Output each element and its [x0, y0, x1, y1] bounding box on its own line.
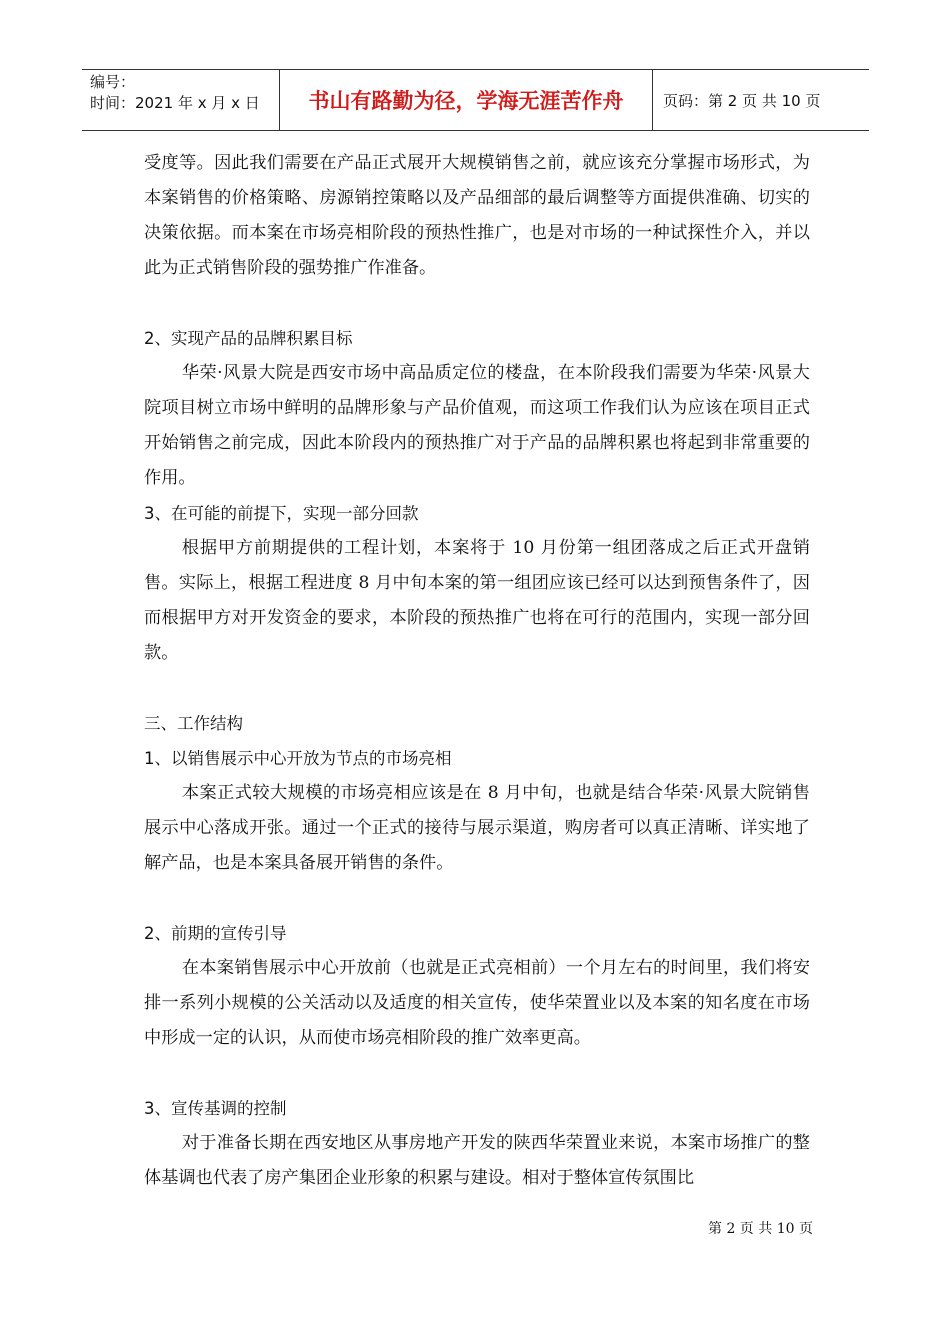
paragraph: 根据甲方前期提供的工程计划，本案将于 10 月份第一组团落成之后正式开盘销售。实际上，根据工程进度 8 月中旬本案的第一组团应该已经可以达到预售条件了，因而根据甲方对开发资金的要求，本阶段的预热推广也将在可行的范围内，实现一部分回款。	[144, 538, 810, 663]
section-heading: 2、实现产品的品牌积累目标	[144, 329, 353, 348]
page-footer: 第 2 页 共 10 页	[708, 1221, 813, 1237]
section-heading: 3、在可能的前提下，实现一部分回款	[144, 504, 419, 523]
page-header	[82, 69, 869, 131]
section-heading: 1、以销售展示中心开放为节点的市场亮相	[144, 749, 452, 768]
paragraph: 华荣·风景大院是西安市场中高品质定位的楼盘，在本阶段我们需要为华荣·风景大院项目树立市场中鲜明的品牌形象与产品价值观，而这项工作我们认为应该在项目正式开始销售之前完成，因此本阶段内的预热推广对于产品的品牌积累也将起到非常重要的作用。	[144, 363, 810, 488]
time-label: 时间：2021 年 x 月 x 日	[90, 94, 260, 112]
header-motto: 书山有路勤为径，学海无涯苦作舟	[280, 70, 653, 130]
section-heading: 2、前期的宣传引导	[144, 924, 287, 943]
number-label: 编号：	[90, 73, 136, 91]
chapter-heading: 三、工作结构	[144, 714, 243, 733]
header-meta	[82, 70, 280, 130]
paragraph: 在本案销售展示中心开放前（也就是正式亮相前）一个月左右的时间里，我们将安排一系列小规模的公关活动以及适度的相关宣传，使华荣置业以及本案的知名度在市场中形成一定的认识，从而使市场亮相阶段的推广效率更高。	[144, 958, 810, 1048]
paragraph: 受度等。因此我们需要在产品正式展开大规模销售之前，就应该充分掌握市场形式，为本案销售的价格策略、房源销控策略以及产品细部的最后调整等方面提供准确、切实的决策依据。而本案在市场亮相阶段的预热性推广，也是对市场的一种试探性介入，并以此为正式销售阶段的强势推广作准备。	[144, 153, 810, 278]
header-page-info: 页码：第 2 页 共 10 页	[663, 91, 821, 110]
document-body	[144, 146, 810, 1196]
section-heading: 3、宣传基调的控制	[144, 1099, 287, 1118]
paragraph: 本案正式较大规模的市场亮相应该是在 8 月中旬，也就是结合华荣·风景大院销售展示中心落成开张。通过一个正式的接待与展示渠道，购房者可以真正清晰、详实地了解产品，也是本案具备展开销售的条件。	[144, 783, 810, 873]
paragraph: 对于准备长期在西安地区从事房地产开发的陕西华荣置业来说，本案市场推广的整体基调也代表了房产集团企业形象的积累与建设。相对于整体宣传氛围比	[144, 1133, 810, 1188]
